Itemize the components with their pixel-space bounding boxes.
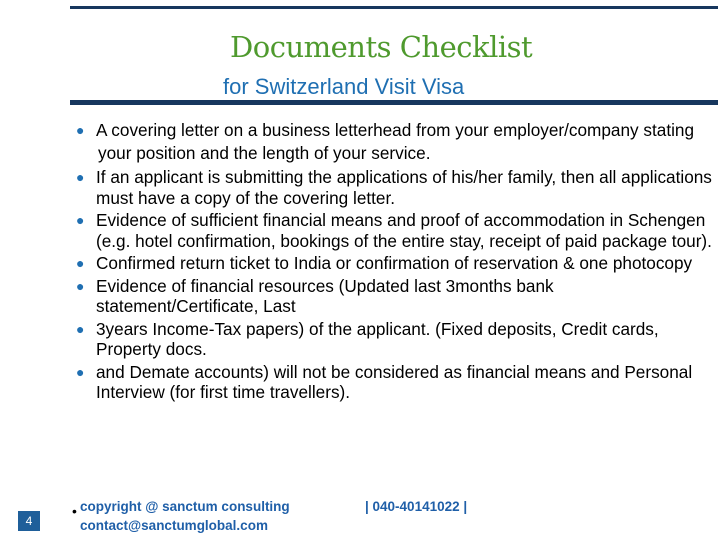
- bullet-icon: ●: [76, 255, 85, 271]
- header-bottom-rule: [70, 100, 718, 105]
- checklist-item: [74, 120, 714, 141]
- checklist-item: [74, 319, 714, 360]
- checklist-item: [74, 210, 714, 251]
- bullet-icon: ●: [76, 169, 85, 185]
- checklist-item-text: Evidence of sufficient financial means and proof of accommodation in Schengen (e.g. hotel confirmation, bookings of the entire stay, receipt of paid package tour).: [96, 210, 712, 251]
- bullet-icon: ●: [76, 277, 85, 294]
- checklist: [74, 120, 714, 405]
- left-margin-bar: [0, 0, 30, 546]
- checklist-item-text: If an applicant is submitting the applications of his/her family, then all applications must have a copy of the covering letter.: [96, 167, 712, 208]
- checklist-item: [74, 362, 714, 403]
- header-top-rule: [70, 6, 718, 9]
- bullet-icon: ●: [76, 122, 85, 138]
- slide-subtitle: for Switzerland Visit Visa: [223, 74, 465, 99]
- checklist-item-continuation: your position and the length of your service.: [98, 142, 431, 163]
- footer-email[interactable]: contact@sanctumglobal.com: [80, 518, 268, 533]
- footer-phone: | 040-40141022 |: [365, 499, 468, 514]
- checklist-item-text: and Demate accounts) will not be considered as financial means and Personal Interview (for first time travellers).: [96, 361, 693, 402]
- checklist-item: [74, 167, 714, 208]
- slide-title: Documents Checklist: [230, 30, 533, 64]
- bullet-icon: ●: [76, 212, 85, 228]
- checklist-item-text: Evidence of financial resources (Updated last 3months bank statement/Certificate, Last: [96, 275, 554, 316]
- checklist-item-text: 3years Income-Tax papers) of the applicant. (Fixed deposits, Credit cards, Property docs.: [96, 318, 659, 359]
- checklist-item-text: A covering letter on a business letterhead from your employer/company stating: [96, 120, 695, 140]
- bullet-icon: ●: [76, 320, 85, 337]
- slide-footer: [80, 497, 468, 535]
- checklist-item: [74, 276, 714, 317]
- checklist-item-text: Confirmed return ticket to India or confirmation of reservation & one photocopy: [96, 253, 693, 273]
- bullet-icon: ●: [76, 363, 85, 380]
- checklist-item: [74, 253, 714, 274]
- footer-bullet-icon: •: [72, 503, 77, 519]
- footer-copyright: copyright @ sanctum consulting: [80, 499, 290, 514]
- page-number: 4: [18, 511, 40, 531]
